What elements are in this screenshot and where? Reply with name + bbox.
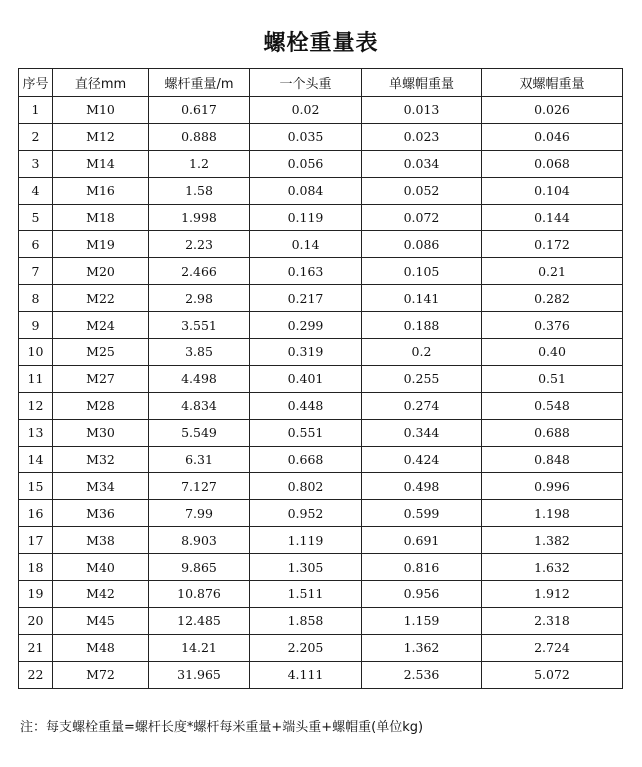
double-nut-weight-cell: 1.912 (482, 581, 623, 608)
double-nut-weight-cell: 0.144 (482, 204, 623, 231)
index-cell: 7 (19, 258, 53, 285)
table-row (19, 419, 623, 446)
single-nut-weight-cell: 0.052 (362, 177, 482, 204)
rod-weight-cell: 0.888 (149, 123, 250, 150)
rod-weight-cell: 9.865 (149, 554, 250, 581)
index-cell: 13 (19, 419, 53, 446)
single-nut-weight-cell: 1.362 (362, 634, 482, 661)
index-cell: 5 (19, 204, 53, 231)
rod-weight-cell: 3.85 (149, 339, 250, 366)
header-row (19, 69, 623, 97)
single-nut-weight-cell: 0.034 (362, 150, 482, 177)
diameter-cell: M14 (53, 150, 149, 177)
head-weight-cell: 0.319 (250, 339, 362, 366)
column-header-single-nut-weight: 单螺帽重量 (362, 69, 482, 97)
double-nut-weight-cell: 0.282 (482, 285, 623, 312)
diameter-cell: M22 (53, 285, 149, 312)
head-weight-cell: 1.119 (250, 527, 362, 554)
diameter-cell: M20 (53, 258, 149, 285)
table-row (19, 473, 623, 500)
double-nut-weight-cell: 0.068 (482, 150, 623, 177)
double-nut-weight-cell: 0.51 (482, 365, 623, 392)
index-cell: 4 (19, 177, 53, 204)
index-cell: 6 (19, 231, 53, 258)
single-nut-weight-cell: 0.956 (362, 581, 482, 608)
table-row (19, 258, 623, 285)
double-nut-weight-cell: 2.724 (482, 634, 623, 661)
index-cell: 21 (19, 634, 53, 661)
index-cell: 22 (19, 661, 53, 688)
single-nut-weight-cell: 2.536 (362, 661, 482, 688)
rod-weight-cell: 12.485 (149, 607, 250, 634)
double-nut-weight-cell: 5.072 (482, 661, 623, 688)
column-header-diameter: 直径mm (53, 69, 149, 97)
head-weight-cell: 1.858 (250, 607, 362, 634)
diameter-cell: M42 (53, 581, 149, 608)
table-row (19, 634, 623, 661)
head-weight-cell: 0.084 (250, 177, 362, 204)
table-row (19, 527, 623, 554)
head-weight-cell: 0.802 (250, 473, 362, 500)
single-nut-weight-cell: 0.2 (362, 339, 482, 366)
diameter-cell: M72 (53, 661, 149, 688)
table-row (19, 177, 623, 204)
single-nut-weight-cell: 0.255 (362, 365, 482, 392)
diameter-cell: M30 (53, 419, 149, 446)
table-header (19, 69, 623, 97)
head-weight-cell: 1.511 (250, 581, 362, 608)
index-cell: 3 (19, 150, 53, 177)
index-cell: 11 (19, 365, 53, 392)
single-nut-weight-cell: 0.424 (362, 446, 482, 473)
table-row (19, 312, 623, 339)
page-title: 螺栓重量表 (263, 31, 379, 56)
rod-weight-cell: 1.998 (149, 204, 250, 231)
double-nut-weight-cell: 1.382 (482, 527, 623, 554)
table-row (19, 500, 623, 527)
single-nut-weight-cell: 0.599 (362, 500, 482, 527)
diameter-cell: M36 (53, 500, 149, 527)
table-row (19, 365, 623, 392)
double-nut-weight-cell: 0.104 (482, 177, 623, 204)
rod-weight-cell: 14.21 (149, 634, 250, 661)
rod-weight-cell: 1.58 (149, 177, 250, 204)
rod-weight-cell: 2.23 (149, 231, 250, 258)
double-nut-weight-cell: 0.172 (482, 231, 623, 258)
head-weight-cell: 1.305 (250, 554, 362, 581)
head-weight-cell: 0.163 (250, 258, 362, 285)
single-nut-weight-cell: 0.816 (362, 554, 482, 581)
single-nut-weight-cell: 1.159 (362, 607, 482, 634)
diameter-cell: M12 (53, 123, 149, 150)
table-row (19, 204, 623, 231)
table-row (19, 339, 623, 366)
rod-weight-cell: 10.876 (149, 581, 250, 608)
rod-weight-cell: 7.127 (149, 473, 250, 500)
double-nut-weight-cell: 0.046 (482, 123, 623, 150)
index-cell: 8 (19, 285, 53, 312)
index-cell: 9 (19, 312, 53, 339)
rod-weight-cell: 5.549 (149, 419, 250, 446)
rod-weight-cell: 2.98 (149, 285, 250, 312)
rod-weight-cell: 31.965 (149, 661, 250, 688)
column-header-double-nut-weight: 双螺帽重量 (482, 69, 623, 97)
diameter-cell: M16 (53, 177, 149, 204)
table-row (19, 607, 623, 634)
double-nut-weight-cell: 0.688 (482, 419, 623, 446)
table-row (19, 554, 623, 581)
rod-weight-cell: 6.31 (149, 446, 250, 473)
head-weight-cell: 0.401 (250, 365, 362, 392)
column-header-head-weight: 一个头重 (250, 69, 362, 97)
diameter-cell: M28 (53, 392, 149, 419)
double-nut-weight-cell: 1.632 (482, 554, 623, 581)
rod-weight-cell: 4.498 (149, 365, 250, 392)
head-weight-cell: 0.02 (250, 97, 362, 124)
diameter-cell: M48 (53, 634, 149, 661)
rod-weight-cell: 8.903 (149, 527, 250, 554)
single-nut-weight-cell: 0.274 (362, 392, 482, 419)
head-weight-cell: 2.205 (250, 634, 362, 661)
single-nut-weight-cell: 0.023 (362, 123, 482, 150)
diameter-cell: M40 (53, 554, 149, 581)
rod-weight-cell: 1.2 (149, 150, 250, 177)
index-cell: 2 (19, 123, 53, 150)
head-weight-cell: 0.035 (250, 123, 362, 150)
index-cell: 18 (19, 554, 53, 581)
diameter-cell: M24 (53, 312, 149, 339)
head-weight-cell: 0.119 (250, 204, 362, 231)
diameter-cell: M27 (53, 365, 149, 392)
diameter-cell: M32 (53, 446, 149, 473)
double-nut-weight-cell: 0.21 (482, 258, 623, 285)
diameter-cell: M18 (53, 204, 149, 231)
head-weight-cell: 0.056 (250, 150, 362, 177)
diameter-cell: M19 (53, 231, 149, 258)
single-nut-weight-cell: 0.086 (362, 231, 482, 258)
single-nut-weight-cell: 0.105 (362, 258, 482, 285)
double-nut-weight-cell: 1.198 (482, 500, 623, 527)
table-body (19, 97, 623, 689)
bolt-weight-table (18, 68, 623, 689)
single-nut-weight-cell: 0.013 (362, 97, 482, 124)
rod-weight-cell: 0.617 (149, 97, 250, 124)
index-cell: 1 (19, 97, 53, 124)
double-nut-weight-cell: 0.40 (482, 339, 623, 366)
double-nut-weight-cell: 0.996 (482, 473, 623, 500)
index-cell: 14 (19, 446, 53, 473)
diameter-cell: M10 (53, 97, 149, 124)
table-row (19, 446, 623, 473)
index-cell: 16 (19, 500, 53, 527)
double-nut-weight-cell: 0.848 (482, 446, 623, 473)
diameter-cell: M38 (53, 527, 149, 554)
single-nut-weight-cell: 0.141 (362, 285, 482, 312)
diameter-cell: M34 (53, 473, 149, 500)
index-cell: 12 (19, 392, 53, 419)
double-nut-weight-cell: 0.026 (482, 97, 623, 124)
head-weight-cell: 0.448 (250, 392, 362, 419)
double-nut-weight-cell: 0.548 (482, 392, 623, 419)
single-nut-weight-cell: 0.072 (362, 204, 482, 231)
index-cell: 15 (19, 473, 53, 500)
head-weight-cell: 0.14 (250, 231, 362, 258)
single-nut-weight-cell: 0.344 (362, 419, 482, 446)
double-nut-weight-cell: 2.318 (482, 607, 623, 634)
table-row (19, 231, 623, 258)
rod-weight-cell: 7.99 (149, 500, 250, 527)
rod-weight-cell: 3.551 (149, 312, 250, 339)
double-nut-weight-cell: 0.376 (482, 312, 623, 339)
index-cell: 20 (19, 607, 53, 634)
column-header-index: 序号 (19, 69, 53, 97)
table-row (19, 150, 623, 177)
rod-weight-cell: 2.466 (149, 258, 250, 285)
head-weight-cell: 0.551 (250, 419, 362, 446)
rod-weight-cell: 4.834 (149, 392, 250, 419)
index-cell: 17 (19, 527, 53, 554)
table-row (19, 97, 623, 124)
head-weight-cell: 4.111 (250, 661, 362, 688)
index-cell: 19 (19, 581, 53, 608)
single-nut-weight-cell: 0.498 (362, 473, 482, 500)
table-row (19, 581, 623, 608)
footnote: 注：每支螺栓重量=螺杆长度*螺杆每米重量+端头重+螺帽重(单位kg) (20, 720, 424, 735)
table-row (19, 392, 623, 419)
head-weight-cell: 0.217 (250, 285, 362, 312)
head-weight-cell: 0.299 (250, 312, 362, 339)
column-header-rod-weight: 螺杆重量/m (149, 69, 250, 97)
diameter-cell: M25 (53, 339, 149, 366)
table-row (19, 123, 623, 150)
head-weight-cell: 0.668 (250, 446, 362, 473)
table-row (19, 661, 623, 688)
diameter-cell: M45 (53, 607, 149, 634)
table-row (19, 285, 623, 312)
head-weight-cell: 0.952 (250, 500, 362, 527)
index-cell: 10 (19, 339, 53, 366)
single-nut-weight-cell: 0.691 (362, 527, 482, 554)
single-nut-weight-cell: 0.188 (362, 312, 482, 339)
